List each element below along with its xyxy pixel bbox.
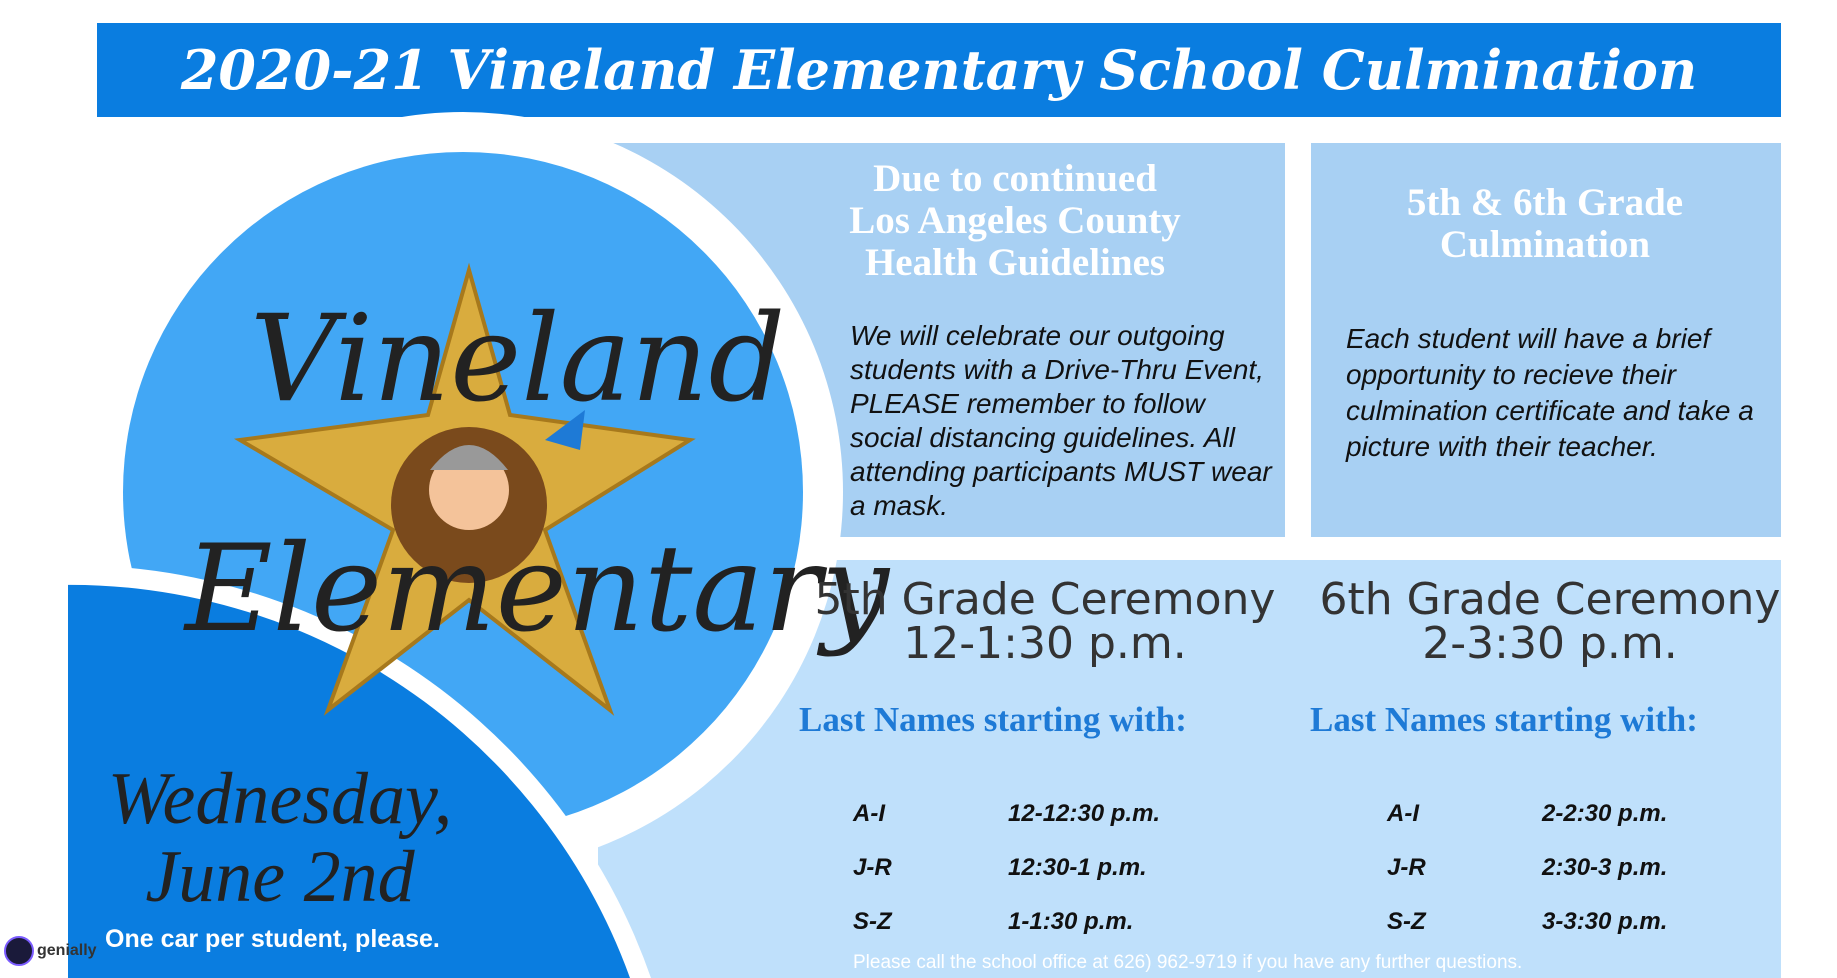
ceremony-6th: 6th Grade Ceremony 2-3:30 p.m.	[1319, 574, 1781, 669]
footer-note: Please call the school office at 626) 962-9719 if you have any further questions.	[853, 952, 1523, 973]
guidelines-heading: Due to continued Los Angeles County Health Guidelines	[849, 157, 1181, 284]
slot-row: J-R 12:30-1 p.m.	[853, 854, 1147, 881]
slots-5th	[853, 800, 1160, 962]
slot-row: J-R 2:30-3 p.m.	[1387, 854, 1668, 881]
slot-row: A-I 2-2:30 p.m.	[1387, 800, 1668, 827]
page-title: 2020-21 Vineland Elementary School Culmination	[180, 38, 1698, 102]
event-date	[70, 760, 490, 916]
genially-badge[interactable]	[4, 936, 97, 966]
logo-line-1: Vineland	[250, 290, 786, 429]
car-note: One car per student, please.	[105, 925, 440, 953]
date-line-1: Wednesday,	[107, 758, 453, 840]
genially-logo-icon	[4, 936, 34, 966]
left-margin	[0, 560, 68, 978]
ceremony-5th: 5th Grade Ceremony 12-1:30 p.m.	[814, 574, 1276, 669]
date-line-2: June 2nd	[145, 836, 415, 918]
logo-line-2: Elementary	[185, 520, 890, 659]
slot-row: A-I 12-12:30 p.m.	[853, 800, 1161, 827]
genially-label: genially	[37, 942, 97, 959]
slots-6th	[1387, 800, 1667, 962]
subhead-6th: Last Names starting with:	[1310, 700, 1698, 739]
slot-row: S-Z 1-1:30 p.m.	[853, 908, 1134, 935]
slot-row: S-Z 3-3:30 p.m.	[1387, 908, 1668, 935]
culmination-heading: 5th & 6th Grade Culmination	[1406, 181, 1684, 266]
subhead-5th: Last Names starting with:	[799, 700, 1187, 739]
culmination-body: Each student will have a brief opportunity to recieve their culmination certificate and take a picture with their teacher.	[1346, 323, 1754, 462]
guidelines-body: We will celebrate our outgoing students with a Drive-Thru Event, PLEASE remember to follow social distancing guidelines. All attending participants MUST wear a mask.	[850, 320, 1272, 521]
